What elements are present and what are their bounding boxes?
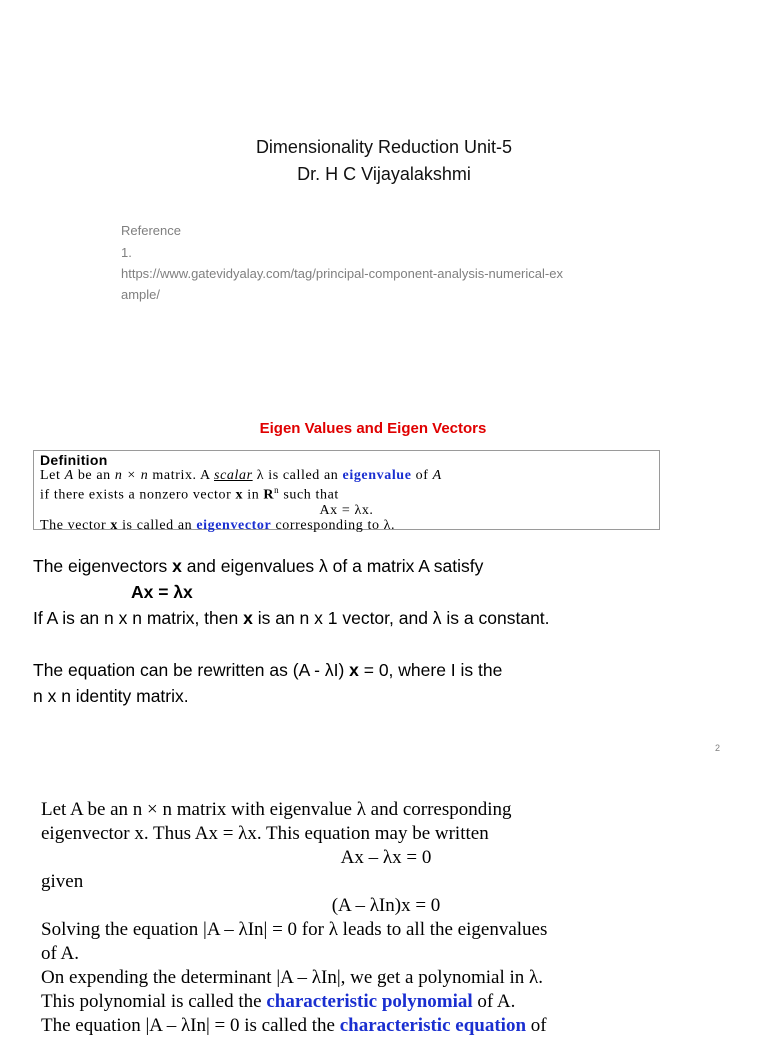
reference-label: Reference (121, 223, 181, 238)
slide2-line-5: (A – λIn)x = 0 (331, 895, 441, 916)
slide2-line-4: given (41, 871, 84, 892)
equation: Ax = λx (131, 582, 193, 602)
section-heading: Eigen Values and Eigen Vectors (259, 420, 487, 437)
title-line-2: Dr. H C Vijayalakshmi (297, 164, 471, 184)
slide2-line-8: On expending the determinant |A – λIn|, we get a polynomial in λ. (41, 967, 543, 988)
slide2-line-7: of A. (41, 943, 79, 964)
definition-line-4: The vector x is called an eigenvector corresponding to λ. (40, 517, 396, 533)
slide2-line-9: This polynomial is called the characteristic polynomial of A. (41, 991, 516, 1012)
definition-line-2: if there exists a nonzero vector x in $R^n$ such that (40, 485, 339, 503)
characteristic-equation-term: characteristic equation (339, 1015, 527, 1036)
slide2-line-10: The equation |A – λIn| = 0 is called the characteristic equation of (41, 1015, 547, 1036)
page-number: 2 (715, 743, 721, 753)
characteristic-polynomial-term: characteristic polynomial (266, 991, 473, 1012)
slide2-line-1: Let A be an n × n matrix with eigenvalue λ and corresponding (41, 799, 512, 820)
reference-url-line-2[interactable]: ample/ (121, 287, 161, 302)
slide2-line-6: Solving the equation |A – λIn| = 0 for λ leads to all the eigenvalues (41, 919, 548, 940)
definition-line-3: Ax = λx. (319, 502, 374, 518)
title-line-1: Dimensionality Reduction Unit-5 (255, 137, 513, 157)
definition-line-1: Let A be an n × n matrix. A scalar λ is called an eigenvalue of A (40, 468, 442, 483)
definition-heading: Definition (40, 452, 108, 468)
slide2-text (41, 798, 731, 1038)
reference-url-line-1[interactable]: https://www.gatevidyalay.com/tag/principal-component-analysis-numerical-ex (121, 266, 563, 281)
paragraph-1: The eigenvectors x and eigenvalues λ of a matrix A satisfy (33, 556, 484, 576)
eigenvalue-term: eigenvalue (342, 468, 412, 483)
slide2-line-3: Ax – λx = 0 (340, 847, 432, 868)
slide2-line-2: eigenvector x. Thus Ax = λx. This equation may be written (41, 823, 489, 844)
definition-box (33, 450, 660, 533)
eigenvector-term: eigenvector (196, 517, 272, 533)
paragraph-3: The equation can be rewritten as (A - λI) x = 0, where I is the (33, 660, 503, 680)
paragraph-3-continued: n x n identity matrix. (33, 686, 189, 706)
paragraph-2: If A is an n x n matrix, then x is an n x 1 vector, and λ is a constant. (33, 608, 550, 628)
reference-number: 1. (121, 245, 132, 260)
